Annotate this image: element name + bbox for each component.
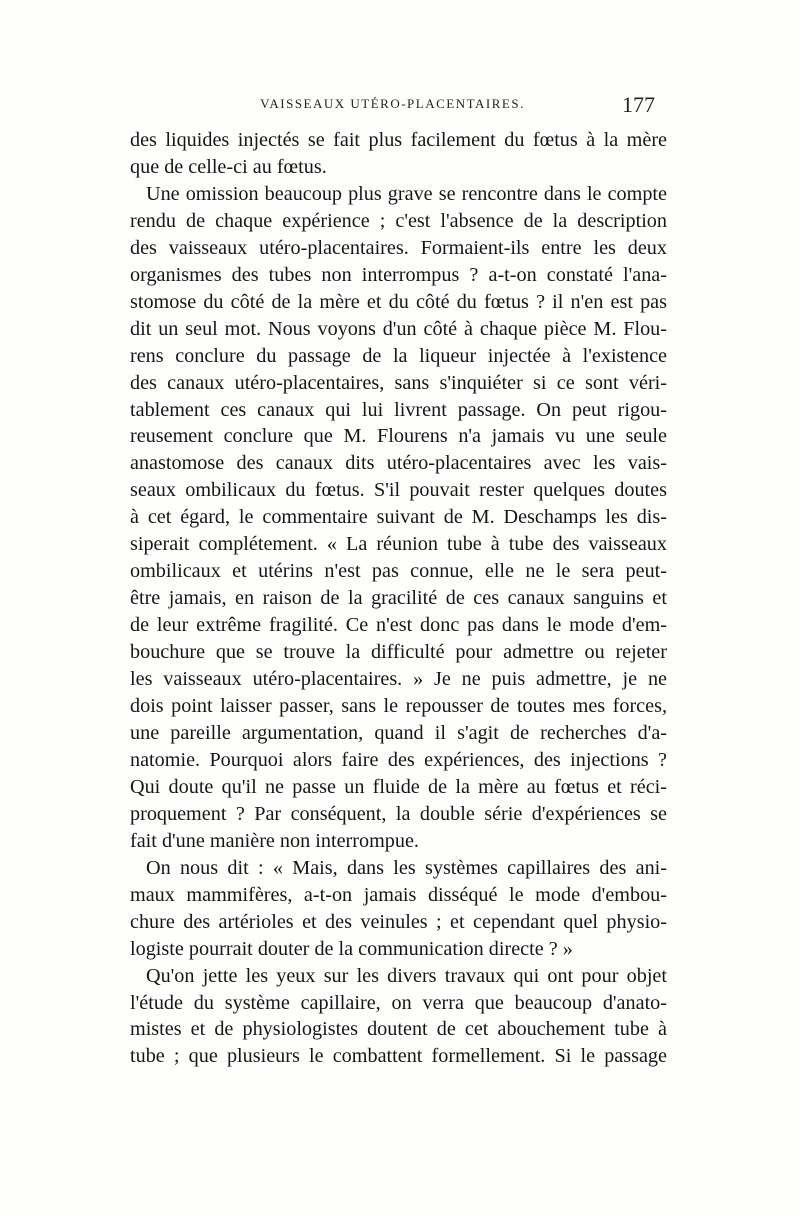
text-line: l'étude du système capillaire, on verra que beaucoup d'anato-: [130, 991, 667, 1014]
text-line: des vaisseaux utéro-placentaires. Formaient-ils entre les deux: [130, 236, 667, 259]
text-line: proquement ? Par conséquent, la double série d'expériences se: [130, 802, 667, 825]
text-line: siperait complétement. « La réunion tube à tube des vaisseaux: [130, 533, 667, 556]
text-line: reusement conclure que M. Flourens n'a jamais vu une seule: [130, 425, 667, 448]
text-line: de leur extrême fragilité. Ce n'est donc pas dans le mode d'em-: [130, 614, 667, 637]
page-number: 177: [622, 92, 655, 117]
text-line: tube ; que plusieurs le combattent formellement. Si le passage: [130, 1045, 667, 1068]
text-line: organismes des tubes non interrompus ? a-t-on constaté l'ana-: [130, 263, 667, 286]
body-text: [130, 127, 667, 1070]
text-line: On nous dit : « Mais, dans les systèmes capillaires des ani-: [146, 856, 667, 879]
paragraph: [130, 127, 667, 181]
text-line: Une omission beaucoup plus grave se rencontre dans le compte: [146, 182, 667, 205]
paragraph: [130, 855, 667, 963]
text-line: logiste pourrait douter de la communication directe ? »: [130, 937, 573, 960]
text-line: des liquides injectés se fait plus facilement du fœtus à la mère: [130, 129, 667, 151]
paragraph: [130, 181, 667, 855]
running-title: VAISSEAUX UTÉRO-PLACENTAIRES.: [260, 96, 525, 111]
text-line: que de celle-ci au fœtus.: [130, 155, 327, 178]
text-line: maux mammifères, a-t-on jamais disséqué le mode d'embou-: [130, 883, 667, 906]
text-line: anastomose des canaux dits utéro-placentaires avec les vais-: [130, 452, 667, 475]
text-line: seaux ombilicaux du fœtus. S'il pouvait rester quelques doutes: [130, 479, 667, 502]
text-line: fait d'une manière non interrompue.: [130, 829, 419, 852]
text-line: natomie. Pourquoi alors faire des expériences, des injections ?: [130, 748, 667, 771]
text-line: rendu de chaque expérience ; c'est l'absence de la description: [130, 209, 667, 232]
text-line: ombilicaux et utérins n'est pas connue, elle ne le sera peut-: [130, 560, 667, 583]
text-line: stomose du côté de la mère et du côté du fœtus ? il n'en est pas: [130, 290, 667, 313]
text-line: une pareille argumentation, quand il s'agit de recherches d'a-: [130, 721, 667, 744]
paragraph: [130, 963, 667, 1071]
text-line: dois point laisser passer, sans le repousser de toutes mes forces,: [130, 695, 667, 718]
text-line: tablement ces canaux qui lui livrent passage. On peut rigou-: [130, 398, 667, 421]
text-line: bouchure que se trouve la difficulté pour admettre ou rejeter: [130, 641, 667, 664]
text-line: des canaux utéro-placentaires, sans s'inquiéter si ce sont véri-: [130, 371, 667, 394]
text-line: à cet égard, le commentaire suivant de M. Deschamps les dis-: [130, 506, 667, 529]
text-line: Qu'on jette les yeux sur les divers travaux qui ont pour objet: [146, 964, 667, 987]
text-line: dit un seul mot. Nous voyons d'un côté à chaque pièce M. Flou-: [130, 317, 667, 340]
text-line: être jamais, en raison de la gracilité de ces canaux sanguins et: [130, 587, 667, 610]
text-line: les vaisseaux utéro-placentaires. » Je ne puis admettre, je ne: [130, 668, 667, 691]
text-line: Qui doute qu'il ne passe un fluide de la mère au fœtus et réci-: [130, 775, 667, 798]
text-line: mistes et de physiologistes doutent de cet abouchement tube à: [130, 1018, 667, 1041]
page-header: [130, 92, 655, 124]
text-line: chure des artérioles et des veinules ; et cependant quel physio-: [130, 910, 667, 933]
text-line: rens conclure du passage de la liqueur injectée à l'existence: [130, 344, 667, 367]
